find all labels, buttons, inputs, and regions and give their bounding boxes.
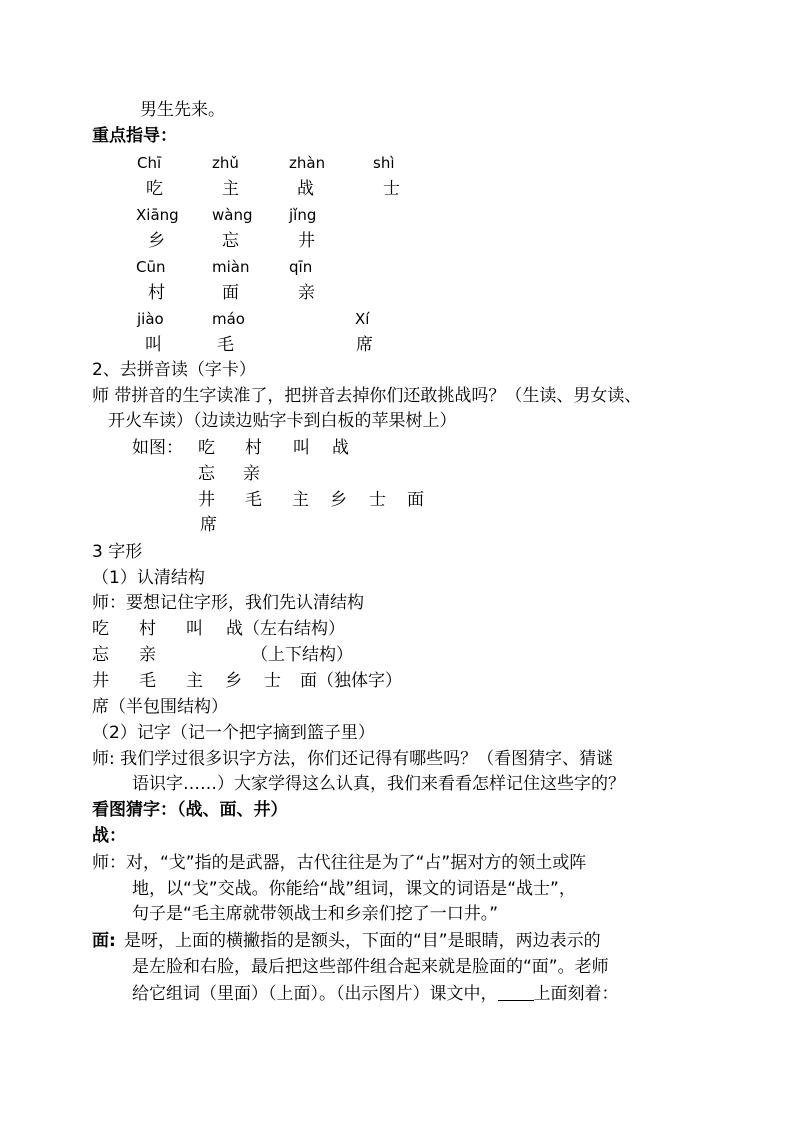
section3-title: 3 字形 (92, 542, 143, 562)
hanzi: 毛 (217, 335, 234, 355)
hanzi: 战 (297, 179, 314, 199)
hanzi: 忘 (222, 231, 239, 251)
hanzi: 士 (264, 671, 281, 691)
hanzi: 毛 (245, 490, 262, 510)
hanzi: 吃 (198, 438, 215, 458)
pinyin: wàng (212, 206, 253, 224)
pinyin: jǐng (289, 206, 317, 224)
pinyin: miàn (212, 258, 250, 276)
paragraph: 开火车读）（边读边贴字卡到白板的苹果树上） (108, 411, 457, 431)
hanzi: 士 (369, 490, 386, 510)
heading-zhan: 战： (92, 826, 126, 846)
paragraph: （1）认清结构 (92, 568, 205, 588)
structure-top-bottom: （上下结构） (251, 645, 353, 665)
hanzi: 面 (407, 490, 424, 510)
hanzi: 村 (245, 438, 262, 458)
pinyin: zhǔ (212, 154, 239, 172)
hanzi: 亲 (139, 645, 156, 665)
paragraph: 师 带拼音的生字读准了，把拼音去掉你们还敢挑战吗？（生读、男女读、 (92, 386, 642, 406)
pinyin: Chī (137, 154, 162, 172)
paragraph: （2）记字（记一个把字摘到篮子里） (92, 723, 375, 743)
paragraph-text: 上面刻着： (533, 984, 619, 1004)
hanzi: 乡 (148, 231, 165, 251)
line-boys-first: 男生先来。 (140, 100, 225, 120)
paragraph-text: 给它组词（里面）（上面）。（出示图片）课文中， (132, 984, 498, 1004)
hanzi: 亲 (298, 283, 315, 303)
section2-title: 2、去拼音读（字卡） (92, 360, 256, 380)
hanzi: 士 (383, 179, 400, 199)
hanzi: 吃 (92, 619, 109, 639)
hanzi: 叫 (293, 438, 310, 458)
hanzi: 井 (298, 231, 315, 251)
structure-semi-enclosed: 席（半包围结构） (92, 697, 228, 717)
pinyin: jiào (137, 310, 164, 328)
structure-left-right: 战（左右结构） (226, 619, 345, 639)
fill-blank (498, 982, 534, 1001)
pinyin: shì (373, 154, 395, 172)
hanzi: 乡 (225, 671, 242, 691)
heading-key-guidance: 重点指导： (92, 126, 177, 146)
hanzi: 忘 (198, 464, 215, 484)
structure-single: 面（独体字） (300, 671, 402, 691)
hanzi: 主 (222, 179, 239, 199)
paragraph-with-blank (132, 982, 619, 1005)
paragraph: 地，以“戈”交战。你能给“战”组词，课文的词语是“战士”， (132, 879, 576, 899)
paragraph: 师：要想记住字形，我们先认清结构 (92, 593, 364, 613)
hanzi: 村 (148, 283, 165, 303)
pinyin: Xí (355, 310, 370, 328)
hanzi: 席 (356, 335, 373, 355)
hanzi: 叫 (145, 335, 162, 355)
hanzi: 吃 (146, 179, 163, 199)
paragraph: 师: 我们学过很多识字方法，你们还记得有哪些吗？（看图猜字、猜谜 (92, 749, 614, 769)
hanzi: 毛 (139, 671, 156, 691)
hanzi: 村 (139, 619, 156, 639)
pinyin: Cūn (136, 258, 166, 276)
hanzi: 叫 (186, 619, 203, 639)
pinyin: qīn (289, 258, 313, 276)
paragraph: 是呀，上面的横撇指的是额头，下面的“目”是眼睛，两边表示的 (124, 931, 601, 951)
hanzi: 乡 (330, 490, 347, 510)
hanzi: 主 (292, 490, 309, 510)
hanzi: 面 (222, 283, 239, 303)
paragraph: 句子是“毛主席就带领战士和乡亲们挖了一口井。” (132, 904, 499, 924)
hanzi: 主 (186, 671, 203, 691)
figure-label: 如图： (132, 438, 183, 458)
paragraph: 是左脸和右脸，最后把这些部件组合起来就是脸面的“面”。老师 (132, 957, 609, 977)
pinyin: máo (212, 310, 245, 328)
pinyin: Xiāng (136, 206, 179, 224)
paragraph: 师：对，“戈”指的是武器，古代往往是为了“占”据对方的领土或阵 (92, 853, 587, 873)
heading-picture-guess: 看图猜字：（战、面、井） (92, 800, 288, 820)
hanzi: 井 (198, 490, 215, 510)
hanzi: 亲 (243, 464, 260, 484)
hanzi: 战 (332, 438, 349, 458)
hanzi: 忘 (92, 645, 109, 665)
hanzi: 井 (92, 671, 109, 691)
paragraph: 语识字……）大家学得这么认真，我们来看看怎样记住这些字的？ (132, 774, 625, 794)
pinyin: zhàn (289, 154, 326, 172)
label-mian: 面: (92, 931, 116, 951)
hanzi: 席 (200, 515, 217, 535)
